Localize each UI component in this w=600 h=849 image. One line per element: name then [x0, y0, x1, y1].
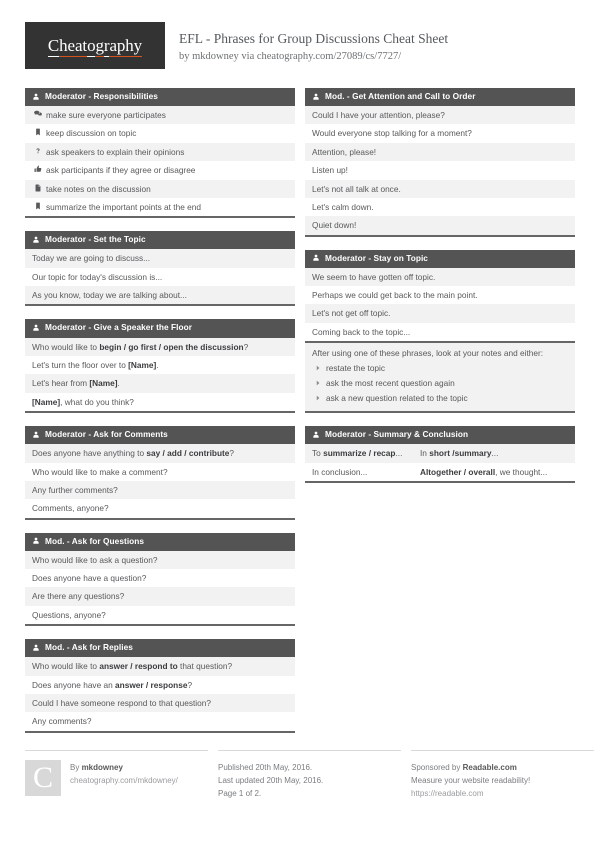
phrase-row [25, 268, 295, 286]
block-title: Moderator - Responsibilities [45, 91, 158, 101]
phrase-text: take notes on the discussion [46, 183, 151, 194]
phrase-text: Perhaps we could get back to the main point. [312, 290, 478, 301]
author-info [70, 760, 178, 801]
block-header [25, 639, 295, 657]
caret-right-icon [312, 363, 323, 372]
phrase-row [25, 444, 295, 462]
phrase-table-row [305, 444, 575, 462]
note-bullet-item [312, 361, 568, 376]
avatar: C [25, 760, 61, 796]
phrase-cell-left: To summarize / recap... [312, 448, 403, 459]
phrase-row [25, 249, 295, 267]
cheat-block [25, 319, 295, 413]
phrase-row [305, 106, 575, 124]
phrase-cell-right: In short /summary... [420, 448, 499, 459]
phrase-row [25, 551, 295, 569]
phrase-text: Let's not all talk at once. [312, 183, 401, 194]
phrase-text: Could I have someone respond to that question? [32, 698, 211, 709]
phrase-text: Let's hear from [Name]. [32, 378, 120, 389]
phrase-text: Who would like to make a comment? [32, 466, 168, 477]
phrase-row [25, 657, 295, 675]
person-icon [312, 254, 320, 262]
phrase-row [25, 694, 295, 712]
phrase-row [305, 124, 575, 142]
page-header [25, 22, 575, 76]
block-header [25, 533, 295, 551]
file-icon [34, 184, 42, 192]
phrase-row [305, 143, 575, 161]
author-name: mkdowney [81, 762, 123, 772]
dates-info [218, 760, 323, 801]
cheat-block [25, 88, 295, 218]
phrase-text: Who would like to answer / respond to that question? [32, 661, 233, 672]
sponsor-url[interactable]: https://readable.com [411, 789, 484, 799]
thumbs-up-icon [32, 165, 43, 173]
phrase-text: ask speakers to explain their opinions [46, 146, 185, 157]
block-title: Moderator - Give a Speaker the Floor [45, 322, 193, 333]
phrase-text: Who would like to begin / go first / open the discussion? [32, 341, 249, 352]
phrase-text: Does anyone have anything to say / add / contribute? [32, 448, 235, 459]
phrase-text: Does anyone have a question? [32, 573, 147, 584]
person-icon [32, 644, 40, 652]
person-icon [32, 236, 40, 244]
content-columns [25, 88, 575, 746]
phrase-row [305, 198, 575, 216]
logo-text: Cheatography [47, 35, 143, 55]
phrase-text: Let's calm down. [312, 201, 374, 212]
block-title: Moderator - Stay on Topic [325, 252, 428, 263]
cheat-block [25, 639, 295, 733]
updated-date: Last updated 20th May, 2016. [218, 775, 324, 785]
phrase-row [305, 323, 575, 341]
phrase-text: Coming back to the topic... [312, 326, 411, 337]
note-bullet-item [312, 376, 568, 391]
question-icon [32, 147, 43, 155]
phrase-text: Today we are going to discuss... [32, 253, 151, 264]
caret-right-icon [312, 378, 323, 387]
person-icon [32, 431, 40, 439]
phrase-text: Questions, anyone? [32, 609, 106, 620]
published-date: Published 20th May, 2016. [218, 762, 313, 772]
person-icon [32, 644, 40, 652]
bookmark-icon [34, 128, 42, 136]
phrase-text: Who would like to ask a question? [32, 554, 158, 565]
cheat-block [305, 88, 575, 237]
person-icon [312, 431, 320, 439]
person-icon [32, 236, 40, 244]
phrase-cell-right: Altogether / overall, we thought... [420, 466, 548, 477]
block-header [305, 250, 575, 268]
phrase-row [25, 374, 295, 392]
bookmark-icon [34, 202, 42, 210]
block-rows [305, 106, 575, 235]
person-icon [312, 93, 320, 101]
sponsor-name[interactable]: Readable.com [462, 762, 517, 772]
block-title: Moderator - Ask for Comments [45, 429, 168, 440]
phrase-row [25, 393, 295, 411]
note-bullet-item [312, 391, 568, 406]
phrase-text: Quiet down! [312, 220, 357, 231]
block-header [25, 426, 295, 444]
sponsor-line [411, 761, 530, 774]
caret-right-icon [314, 364, 322, 372]
phrase-row [25, 499, 295, 517]
sponsor-prefix: Sponsored by [411, 762, 463, 772]
block-rows [25, 444, 295, 517]
phrase-row [25, 463, 295, 481]
page-number: Page 1 of 2. [218, 789, 262, 799]
note-bullet-list [312, 361, 568, 405]
phrase-text: Does anyone have an answer / response? [32, 679, 193, 690]
block-title: Mod. - Ask for Replies [45, 642, 133, 653]
phrase-text: make sure everyone participates [46, 110, 166, 121]
caret-right-icon [312, 393, 323, 402]
phrase-text: Listen up! [312, 165, 348, 176]
phrase-row [305, 268, 575, 286]
note-bullet-text: restate the topic [326, 362, 386, 373]
phrase-row [25, 587, 295, 605]
note-lead-text: After using one of these phrases, look at your notes and either: [312, 348, 544, 359]
phrase-text: Could I have your attention, please? [312, 110, 445, 121]
phrase-text: Our topic for today's discussion is... [32, 271, 163, 282]
footer-author [25, 750, 208, 801]
phrase-row [25, 198, 295, 216]
block-header [25, 231, 295, 249]
person-icon [312, 254, 320, 262]
sponsor-tagline: Measure your website readability! [411, 775, 531, 785]
phrase-text: keep discussion on topic [46, 128, 137, 139]
phrase-row [25, 356, 295, 374]
page-footer [25, 750, 575, 801]
phrase-text: Let's turn the floor over to [Name]. [32, 359, 159, 370]
phrase-row [25, 481, 295, 499]
phrase-text: As you know, today we are talking about... [32, 290, 187, 301]
note-bullet-text: ask the most recent question again [326, 377, 455, 388]
phrase-row [25, 124, 295, 142]
phrase-text: We seem to have gotten off topic. [312, 271, 436, 282]
phrase-row [305, 180, 575, 198]
block-rows [25, 551, 295, 624]
note-bullet-text: ask a new question related to the topic [326, 392, 468, 403]
block-header [25, 88, 295, 106]
bookmark-icon [32, 202, 43, 210]
column-left [25, 88, 295, 746]
phrase-text: ask participants if they agree or disagree [46, 165, 196, 176]
phrase-cell-left: In conclusion... [312, 466, 368, 477]
question-icon [34, 147, 42, 155]
block-title: Mod. - Ask for Questions [45, 535, 145, 546]
footer-dates [218, 750, 401, 801]
phrase-text: Comments, anyone? [32, 503, 109, 514]
block-rows [305, 444, 575, 481]
block-title: Moderator - Summary & Conclusion [325, 429, 469, 440]
phrase-row [305, 286, 575, 304]
phrase-row [25, 286, 295, 304]
phrase-text: Are there any questions? [32, 591, 125, 602]
cheat-block [25, 533, 295, 627]
block-rows [25, 249, 295, 304]
sponsor-info [411, 760, 530, 801]
bookmark-icon [32, 128, 43, 136]
phrase-text: Any comments? [32, 716, 92, 727]
phrase-row [305, 304, 575, 322]
page-title: EFL - Phrases for Group Discussions Cheat Sheet [179, 31, 449, 46]
column-right [305, 88, 575, 496]
person-icon [32, 537, 40, 545]
phrase-text: Attention, please! [312, 146, 377, 157]
person-icon [32, 324, 40, 332]
phrase-text: [Name], what do you think? [32, 396, 134, 407]
phrase-row [25, 676, 295, 694]
person-icon [32, 93, 40, 101]
phrase-row [305, 161, 575, 179]
phrase-text: Let's not get off topic. [312, 308, 391, 319]
block-title: Moderator - Set the Topic [45, 234, 146, 245]
block-rows [305, 268, 575, 341]
comments-icon [34, 110, 42, 118]
phrase-row [25, 180, 295, 198]
file-icon [32, 184, 43, 192]
phrase-table-row [305, 463, 575, 481]
phrase-row [305, 216, 575, 234]
author-line [70, 761, 178, 774]
phrase-text: Any further comments? [32, 484, 118, 495]
cheat-block [305, 250, 575, 414]
phrase-row [25, 106, 295, 124]
block-note [305, 341, 575, 411]
block-rows [25, 106, 295, 216]
phrase-row [25, 338, 295, 356]
person-icon [32, 93, 40, 101]
phrase-row [25, 143, 295, 161]
phrase-row [25, 606, 295, 624]
cheat-block [25, 231, 295, 306]
block-title: Mod. - Get Attention and Call to Order [325, 91, 476, 101]
block-header [305, 426, 575, 444]
phrase-text: Would everyone stop talking for a moment? [312, 128, 472, 139]
caret-right-icon [314, 379, 322, 387]
cheat-block [305, 426, 575, 483]
footer-sponsor [411, 750, 594, 801]
block-header [305, 88, 575, 106]
header-titles [179, 22, 448, 65]
author-prefix: By [70, 762, 82, 772]
caret-right-icon [314, 394, 322, 402]
thumbs-up-icon [34, 165, 42, 173]
block-rows [25, 657, 295, 730]
page-byline: by mkdowney via cheatography.com/27089/cs/7727/ [179, 51, 402, 63]
comments-icon [32, 110, 43, 118]
cheat-block [25, 426, 295, 520]
person-icon [312, 93, 320, 101]
block-header [25, 319, 295, 337]
phrase-row [25, 569, 295, 587]
author-url[interactable]: cheatography.com/mkdowney/ [70, 775, 178, 785]
phrase-row [25, 712, 295, 730]
phrase-row [25, 161, 295, 179]
phrase-text: summarize the important points at the end [46, 201, 201, 212]
cheatography-logo[interactable] [25, 22, 165, 69]
block-rows [25, 338, 295, 411]
person-icon [32, 324, 40, 332]
person-icon [312, 431, 320, 439]
person-icon [32, 431, 40, 439]
person-icon [32, 537, 40, 545]
